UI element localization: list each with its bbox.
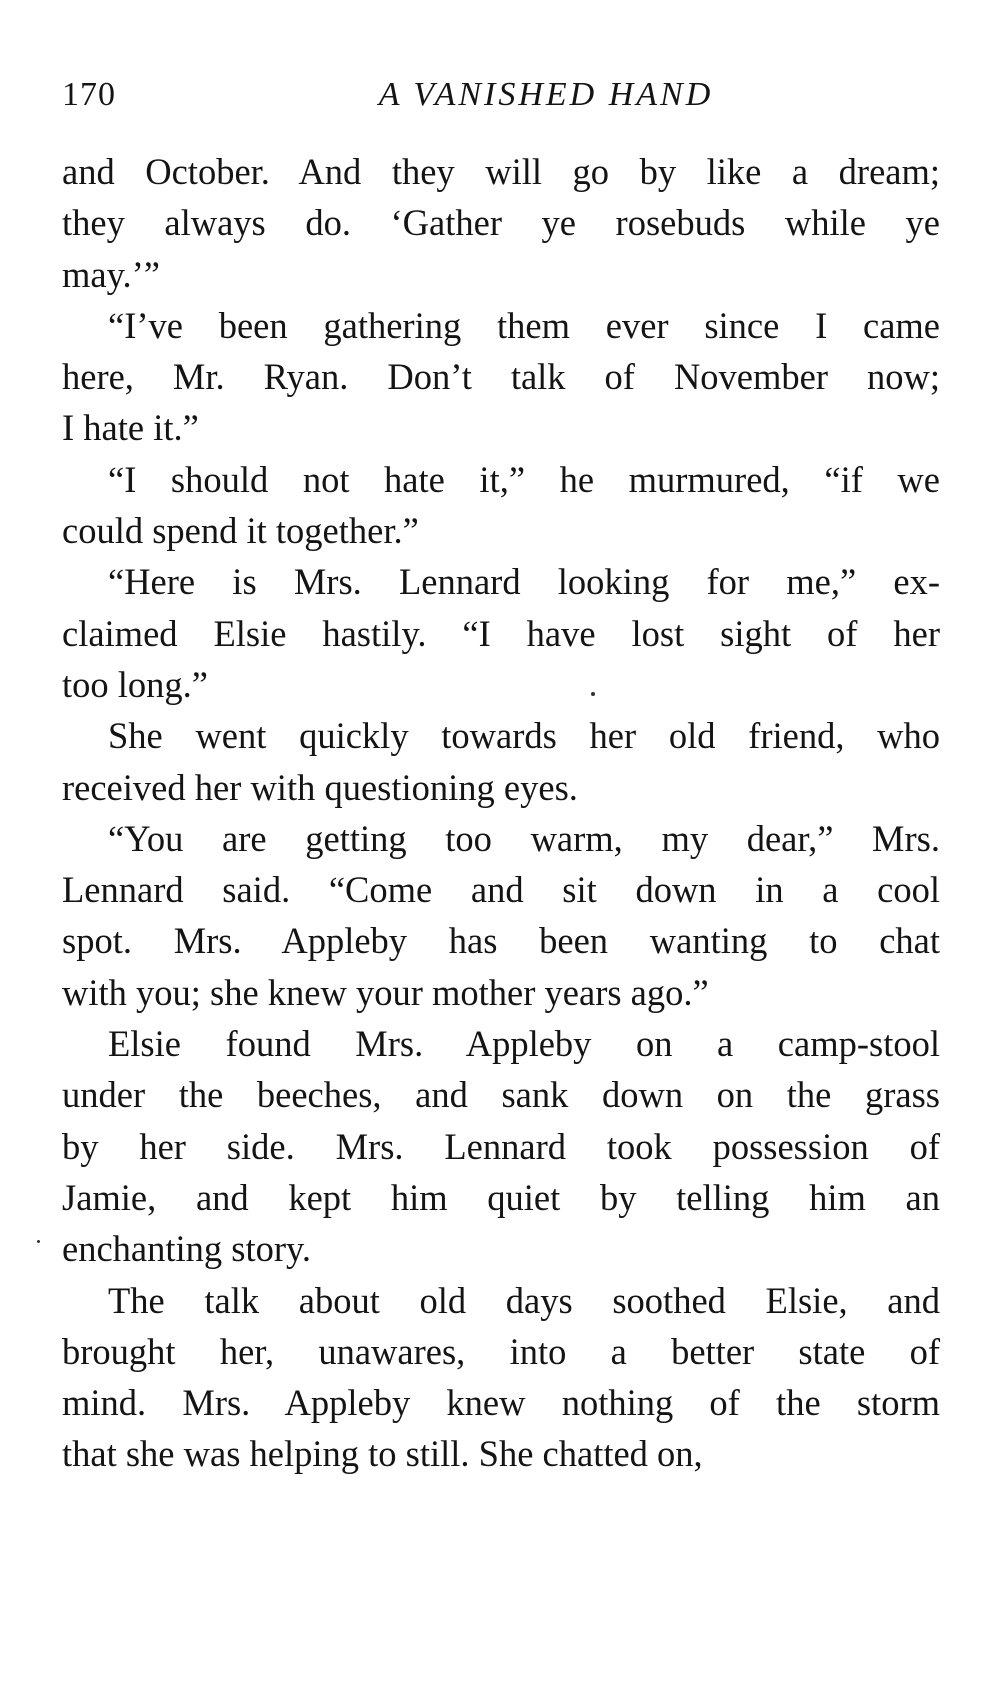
paragraph <box>62 710 940 813</box>
paragraph <box>62 1275 940 1480</box>
text-line: “I should not hate it,” he murmured, “if we <box>108 458 940 500</box>
text-line: I hate it.” <box>62 407 199 449</box>
text-line: Jamie, and kept him quiet by telling him an <box>62 1176 940 1218</box>
text-line: they always do. ‘Gather ye rosebuds while ye <box>62 202 940 244</box>
text-line: mind. Mrs. Appleby knew nothing of the storm <box>62 1382 940 1424</box>
text-line: Lennard said. “Come and sit down in a cool <box>62 869 940 911</box>
page-number: 170 <box>62 76 116 113</box>
paragraph <box>62 556 940 710</box>
text-line: here, Mr. Ryan. Don’t talk of November now; <box>62 356 940 398</box>
text-line: “Here is Mrs. Lennard looking for me,” ex- <box>108 561 940 603</box>
text-line: enchanting story. <box>62 1228 312 1270</box>
text-line: that she was helping to still. She chatted on, <box>62 1433 703 1475</box>
text-line: by her side. Mrs. Lennard took possession of <box>62 1125 940 1167</box>
text-line: under the beeches, and sank down on the grass <box>62 1074 940 1116</box>
text-line: claimed Elsie hastily. “I have lost sight of her <box>62 612 940 654</box>
text-line: with you; she knew your mother years ago.” <box>62 971 709 1013</box>
text-line: Elsie found Mrs. Appleby on a camp-stool <box>108 1023 940 1065</box>
paragraph <box>62 300 940 454</box>
text-line: She went quickly towards her old friend, who <box>108 715 940 757</box>
text-line: received her with questioning eyes. <box>62 766 578 808</box>
page-body-text <box>62 146 940 1480</box>
paragraph <box>62 454 940 557</box>
text-line: spot. Mrs. Appleby has been wanting to chat <box>62 920 940 962</box>
text-line: “I’ve been gathering them ever since I came <box>108 304 940 346</box>
text-line: The talk about old days soothed Elsie, and <box>108 1279 940 1321</box>
paragraph <box>62 813 940 1018</box>
paragraph <box>62 146 940 300</box>
text-line: brought her, unawares, into a better state of <box>62 1330 940 1372</box>
text-line: may.’” <box>62 253 160 295</box>
text-line: could spend it together.” <box>62 510 419 552</box>
text-line: and October. And they will go by like a dream; <box>62 151 940 192</box>
page-header <box>62 76 940 126</box>
ink-speck <box>591 692 595 696</box>
ink-speck <box>37 1240 40 1243</box>
paragraph <box>62 1018 940 1274</box>
text-line: “You are getting too warm, my dear,” Mrs. <box>108 817 940 859</box>
text-line: too long.” <box>62 663 208 705</box>
running-title: A VANISHED HAND <box>378 76 714 113</box>
